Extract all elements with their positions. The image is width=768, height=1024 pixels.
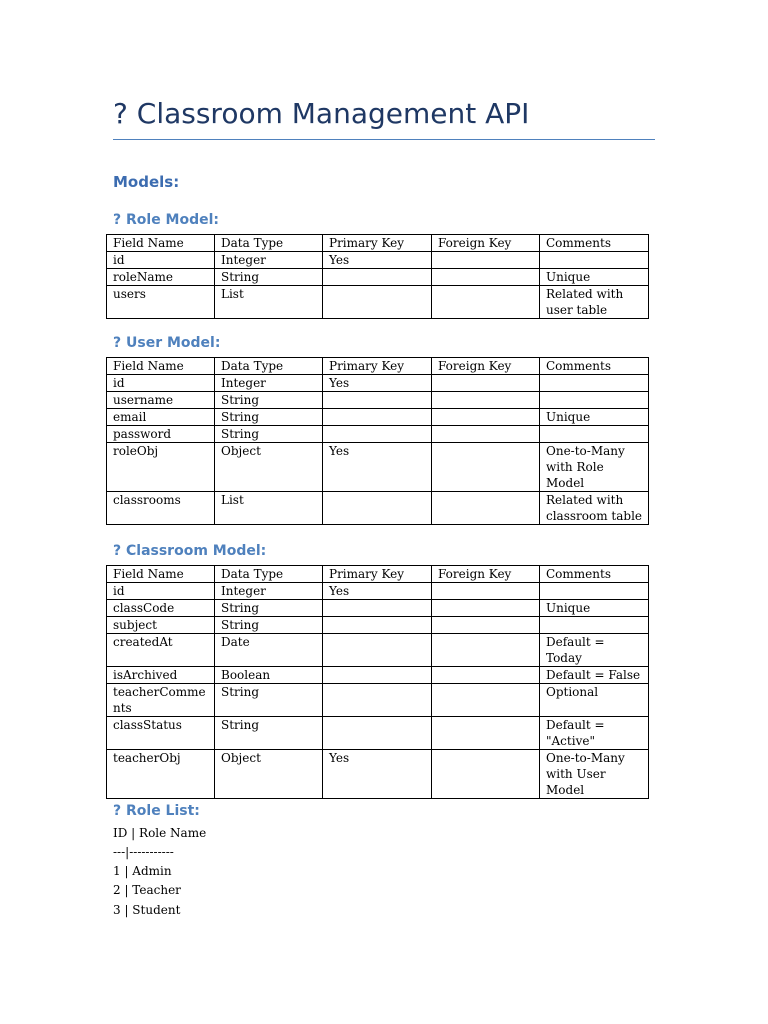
cell-data-type: String (215, 684, 323, 717)
cell-field-name: id (107, 583, 215, 600)
user-model-heading: ? User Model: (113, 335, 221, 351)
table-row (107, 286, 649, 319)
table-row (107, 667, 649, 684)
cell-field-name: classStatus (107, 717, 215, 750)
title-divider (113, 139, 655, 140)
cell-primary-key (323, 684, 432, 717)
cell-comments: Unique (540, 409, 649, 426)
cell-foreign-key (432, 634, 540, 667)
header-data-type: Data Type (215, 235, 323, 252)
header-comments: Comments (540, 566, 649, 583)
cell-comments: Unique (540, 600, 649, 617)
cell-field-name: id (107, 252, 215, 269)
cell-field-name: roleName (107, 269, 215, 286)
table-row (107, 375, 649, 392)
cell-field-name: teacherObj (107, 750, 215, 799)
table-row (107, 392, 649, 409)
cell-primary-key (323, 717, 432, 750)
cell-field-name: isArchived (107, 667, 215, 684)
classroom-model-heading: ? Classroom Model: (113, 543, 267, 559)
cell-data-type: Object (215, 750, 323, 799)
cell-comments (540, 252, 649, 269)
cell-data-type: Boolean (215, 667, 323, 684)
cell-data-type: String (215, 269, 323, 286)
cell-foreign-key (432, 286, 540, 319)
cell-comments: Optional (540, 684, 649, 717)
cell-data-type: List (215, 286, 323, 319)
cell-field-name: id (107, 375, 215, 392)
header-field-name: Field Name (107, 566, 215, 583)
cell-data-type: String (215, 717, 323, 750)
classroom-model-table (106, 565, 649, 799)
cell-foreign-key (432, 392, 540, 409)
cell-foreign-key (432, 600, 540, 617)
user-model-table (106, 357, 649, 525)
table-row (107, 492, 649, 525)
cell-comments (540, 375, 649, 392)
role-list-line: ID | Role Name (113, 826, 207, 840)
table-header-row (107, 358, 649, 375)
header-primary-key: Primary Key (323, 235, 432, 252)
cell-comments: Default = "Active" (540, 717, 649, 750)
role-list-line: 2 | Teacher (113, 883, 181, 897)
header-data-type: Data Type (215, 358, 323, 375)
cell-foreign-key (432, 409, 540, 426)
cell-primary-key (323, 667, 432, 684)
header-field-name: Field Name (107, 358, 215, 375)
cell-comments: Related with classroom table (540, 492, 649, 525)
cell-data-type: String (215, 600, 323, 617)
cell-field-name: subject (107, 617, 215, 634)
cell-primary-key (323, 392, 432, 409)
cell-comments: Unique (540, 269, 649, 286)
cell-primary-key (323, 409, 432, 426)
cell-primary-key (323, 286, 432, 319)
cell-primary-key (323, 269, 432, 286)
table-row (107, 252, 649, 269)
table-row (107, 750, 649, 799)
cell-field-name: classrooms (107, 492, 215, 525)
cell-comments (540, 426, 649, 443)
cell-field-name: createdAt (107, 634, 215, 667)
cell-data-type: String (215, 409, 323, 426)
header-foreign-key: Foreign Key (432, 235, 540, 252)
table-row (107, 717, 649, 750)
header-field-name: Field Name (107, 235, 215, 252)
cell-comments: One-to-Many with Role Model (540, 443, 649, 492)
cell-comments (540, 392, 649, 409)
role-model-heading: ? Role Model: (113, 212, 220, 228)
cell-foreign-key (432, 375, 540, 392)
cell-comments (540, 583, 649, 600)
cell-primary-key (323, 617, 432, 634)
cell-comments: Default = Today (540, 634, 649, 667)
cell-data-type: Integer (215, 375, 323, 392)
table-header-row (107, 235, 649, 252)
table-row (107, 409, 649, 426)
table-header-row (107, 566, 649, 583)
cell-foreign-key (432, 443, 540, 492)
header-comments: Comments (540, 235, 649, 252)
table-row (107, 426, 649, 443)
cell-foreign-key (432, 269, 540, 286)
cell-comments: Related with user table (540, 286, 649, 319)
cell-primary-key: Yes (323, 750, 432, 799)
cell-foreign-key (432, 583, 540, 600)
cell-primary-key (323, 600, 432, 617)
cell-data-type: Object (215, 443, 323, 492)
header-foreign-key: Foreign Key (432, 358, 540, 375)
role-list-heading: ? Role List: (113, 803, 200, 819)
cell-foreign-key (432, 492, 540, 525)
header-primary-key: Primary Key (323, 566, 432, 583)
cell-foreign-key (432, 684, 540, 717)
cell-data-type: String (215, 617, 323, 634)
cell-data-type: List (215, 492, 323, 525)
cell-primary-key: Yes (323, 443, 432, 492)
table-row (107, 443, 649, 492)
cell-field-name: email (107, 409, 215, 426)
cell-comments: One-to-Many with User Model (540, 750, 649, 799)
cell-comments (540, 617, 649, 634)
cell-field-name: username (107, 392, 215, 409)
cell-primary-key: Yes (323, 252, 432, 269)
header-comments: Comments (540, 358, 649, 375)
cell-data-type: Integer (215, 583, 323, 600)
cell-primary-key (323, 426, 432, 443)
cell-data-type: String (215, 426, 323, 443)
role-list-line: 3 | Student (113, 903, 181, 917)
cell-data-type: String (215, 392, 323, 409)
role-model-table (106, 234, 649, 319)
table-row (107, 617, 649, 634)
role-list-line: ---|----------- (113, 845, 174, 859)
table-row (107, 634, 649, 667)
cell-field-name: password (107, 426, 215, 443)
cell-comments: Default = False (540, 667, 649, 684)
table-row (107, 600, 649, 617)
cell-field-name: users (107, 286, 215, 319)
cell-primary-key (323, 492, 432, 525)
cell-primary-key: Yes (323, 375, 432, 392)
cell-foreign-key (432, 717, 540, 750)
table-row (107, 684, 649, 717)
cell-primary-key: Yes (323, 583, 432, 600)
cell-field-name: roleObj (107, 443, 215, 492)
header-primary-key: Primary Key (323, 358, 432, 375)
cell-data-type: Date (215, 634, 323, 667)
cell-foreign-key (432, 750, 540, 799)
table-row (107, 269, 649, 286)
cell-foreign-key (432, 617, 540, 634)
cell-foreign-key (432, 252, 540, 269)
cell-data-type: Integer (215, 252, 323, 269)
table-row (107, 583, 649, 600)
cell-foreign-key (432, 667, 540, 684)
cell-foreign-key (432, 426, 540, 443)
header-data-type: Data Type (215, 566, 323, 583)
cell-primary-key (323, 634, 432, 667)
cell-field-name: teacherComments (107, 684, 215, 717)
models-heading: Models: (113, 173, 180, 191)
cell-field-name: classCode (107, 600, 215, 617)
header-foreign-key: Foreign Key (432, 566, 540, 583)
role-list-line: 1 | Admin (113, 864, 172, 878)
page-title: ? Classroom Management API (113, 97, 530, 130)
